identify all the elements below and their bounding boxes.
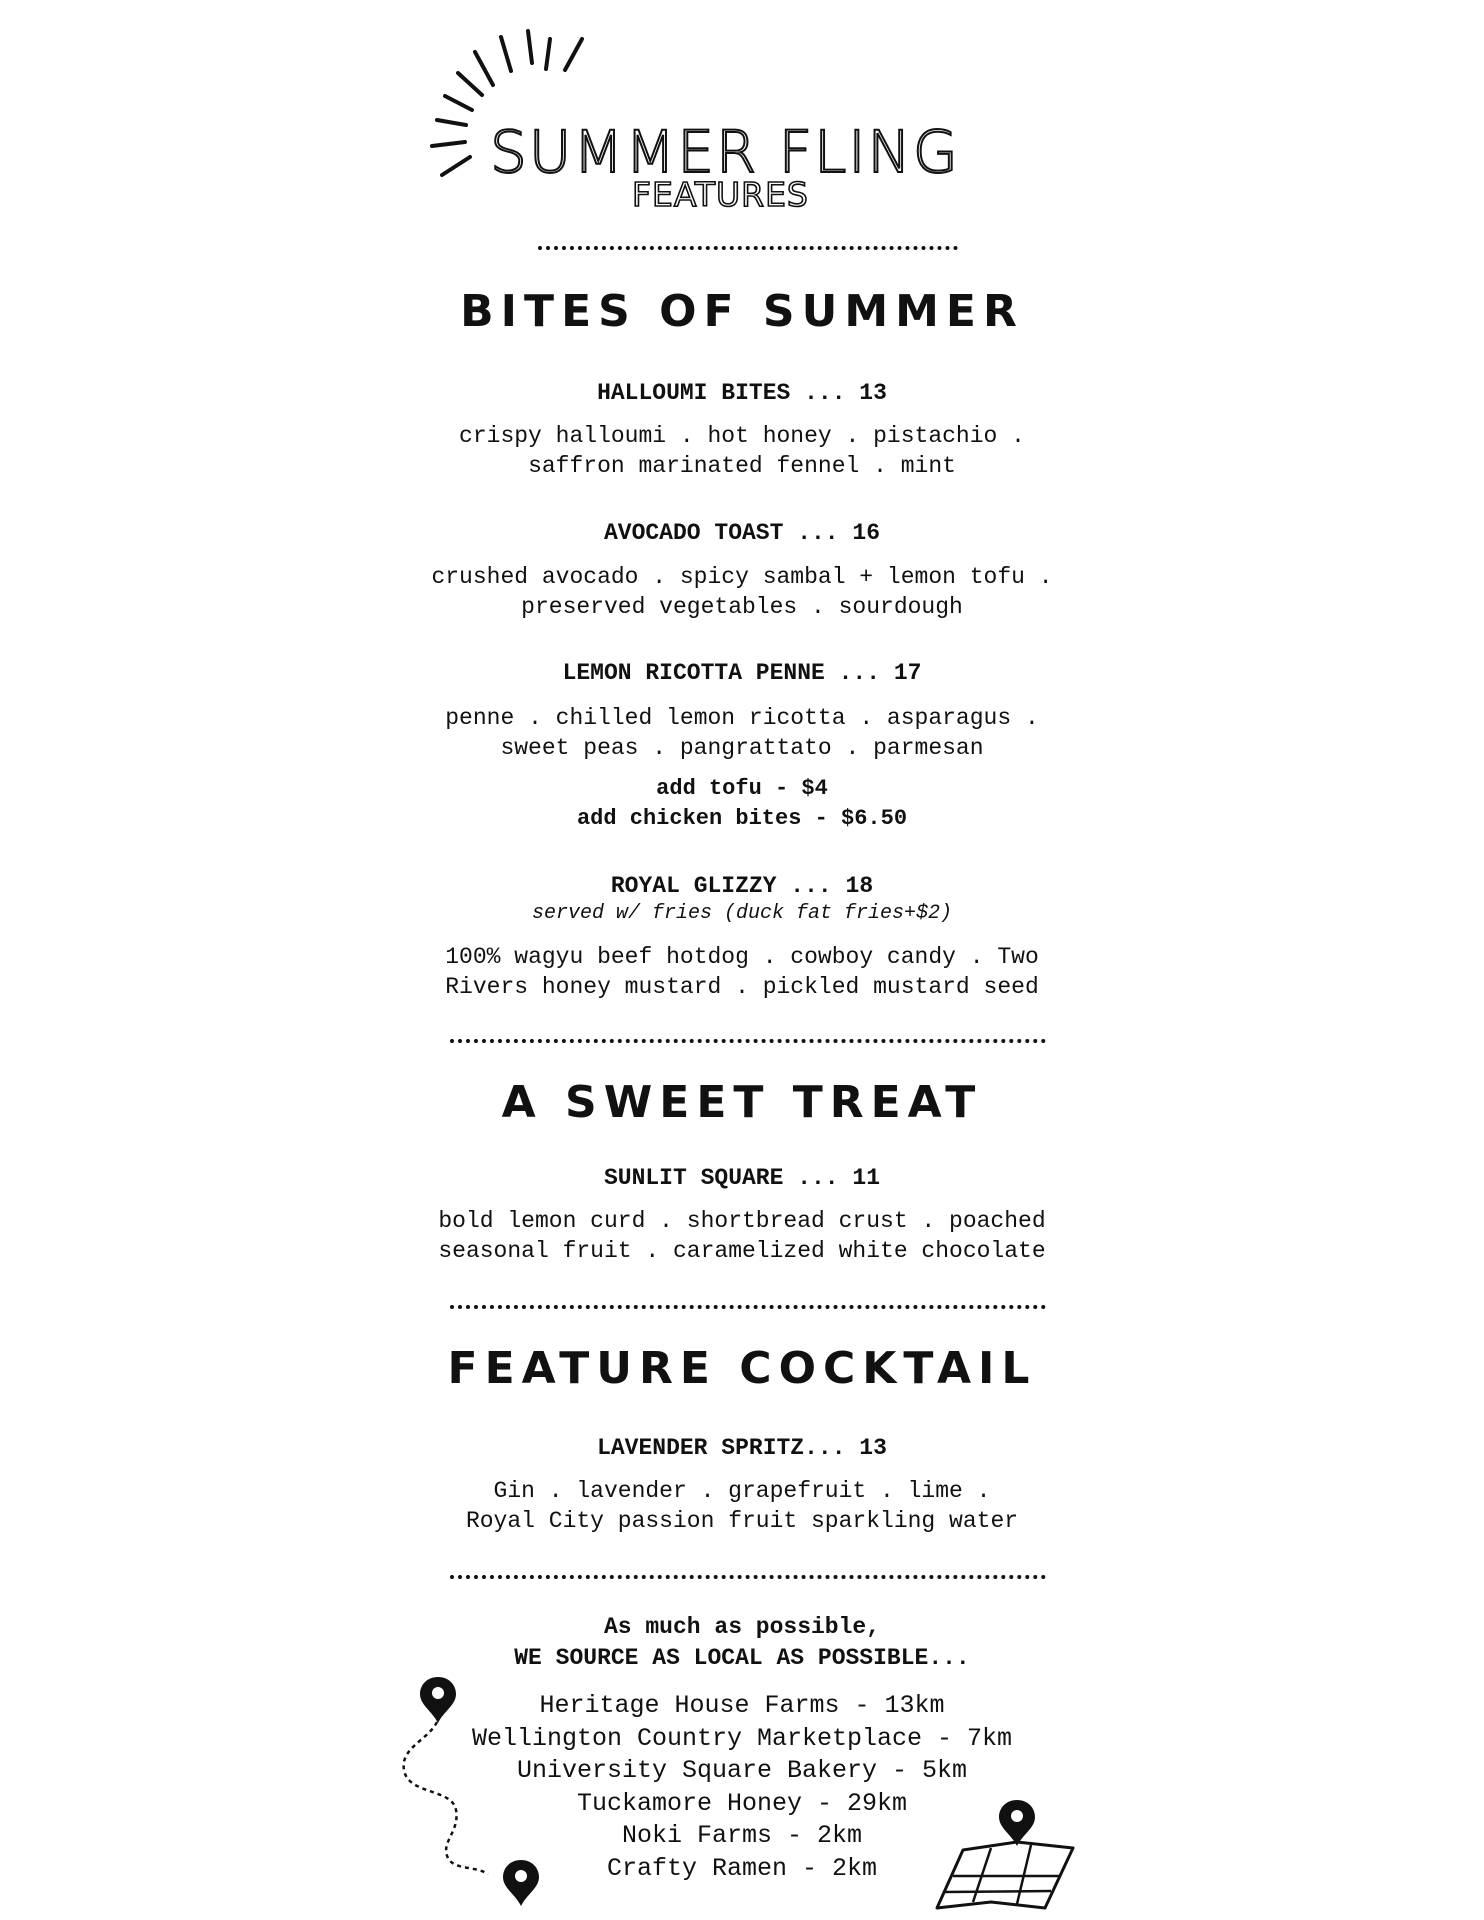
item-description: penne . chilled lemon ricotta . asparagus . sweet peas . pangrattato . parmesan <box>445 705 1039 761</box>
source-item: Wellington Country Marketplace - 7km <box>471 1723 1013 1753</box>
source-item: Heritage House Farms - 13km <box>539 1691 945 1720</box>
item-description: crispy halloumi . hot honey . pistachio . saffron marinated fennel . mint <box>459 423 1025 479</box>
item-title: AVOCADO TOAST ... 16 <box>603 520 881 546</box>
item-description: Gin . lavender . grapefruit . lime . Royal City passion fruit sparkling water <box>465 1478 1019 1534</box>
item-description: crushed avocado . spicy sambal + lemon tofu . preserved vegetables . sourdough <box>431 564 1053 620</box>
source-item: Tuckamore Honey - 29km <box>576 1788 908 1818</box>
item-description: 100% wagyu beef hotdog . cowboy candy . Two Rivers honey mustard . pickled mustard seed <box>445 944 1039 1000</box>
item-addon: add tofu - $4 <box>656 776 828 801</box>
item-title: SUNLIT SQUARE ... 11 <box>603 1165 881 1191</box>
sourcing-heading: WE SOURCE AS LOCAL AS POSSIBLE... <box>514 1645 970 1671</box>
item-title: LAVENDER SPRITZ... 13 <box>597 1435 887 1461</box>
section-heading-cocktail: FEATURE COCKTAIL <box>447 1343 1037 1394</box>
logo-subtitle: FEATURES <box>632 175 809 214</box>
sourcing-intro: As much as possible, <box>603 1614 881 1640</box>
map-pin-icon <box>418 1675 458 1725</box>
item-addon: add chicken bites - $6.50 <box>576 806 908 831</box>
divider <box>450 1305 1046 1309</box>
divider <box>538 246 958 250</box>
source-item: University Square Bakery - 5km <box>516 1756 968 1785</box>
divider <box>450 1039 1046 1043</box>
section-heading-sweet: A SWEET TREAT <box>501 1077 983 1128</box>
divider <box>450 1575 1046 1579</box>
source-item: Noki Farms - 2km <box>621 1821 863 1850</box>
item-note: served w/ fries (duck fat fries+$2) <box>531 902 953 925</box>
section-heading-bites: BITES OF SUMMER <box>460 286 1024 337</box>
item-title: HALLOUMI BITES ... 13 <box>597 380 887 406</box>
folded-map-icon <box>935 1798 1085 1918</box>
item-title: LEMON RICOTTA PENNE ... 17 <box>562 660 922 686</box>
source-item: Crafty Ramen - 2km <box>606 1853 878 1883</box>
source-list <box>0 1690 1484 1885</box>
item-description: bold lemon curd . shortbread crust . poached seasonal fruit . caramelized white chocolate <box>438 1208 1046 1264</box>
item-title: ROYAL GLIZZY ... 18 <box>610 873 874 899</box>
logo-title: SUMMER FLING <box>490 118 960 186</box>
map-pin-icon <box>501 1858 541 1908</box>
